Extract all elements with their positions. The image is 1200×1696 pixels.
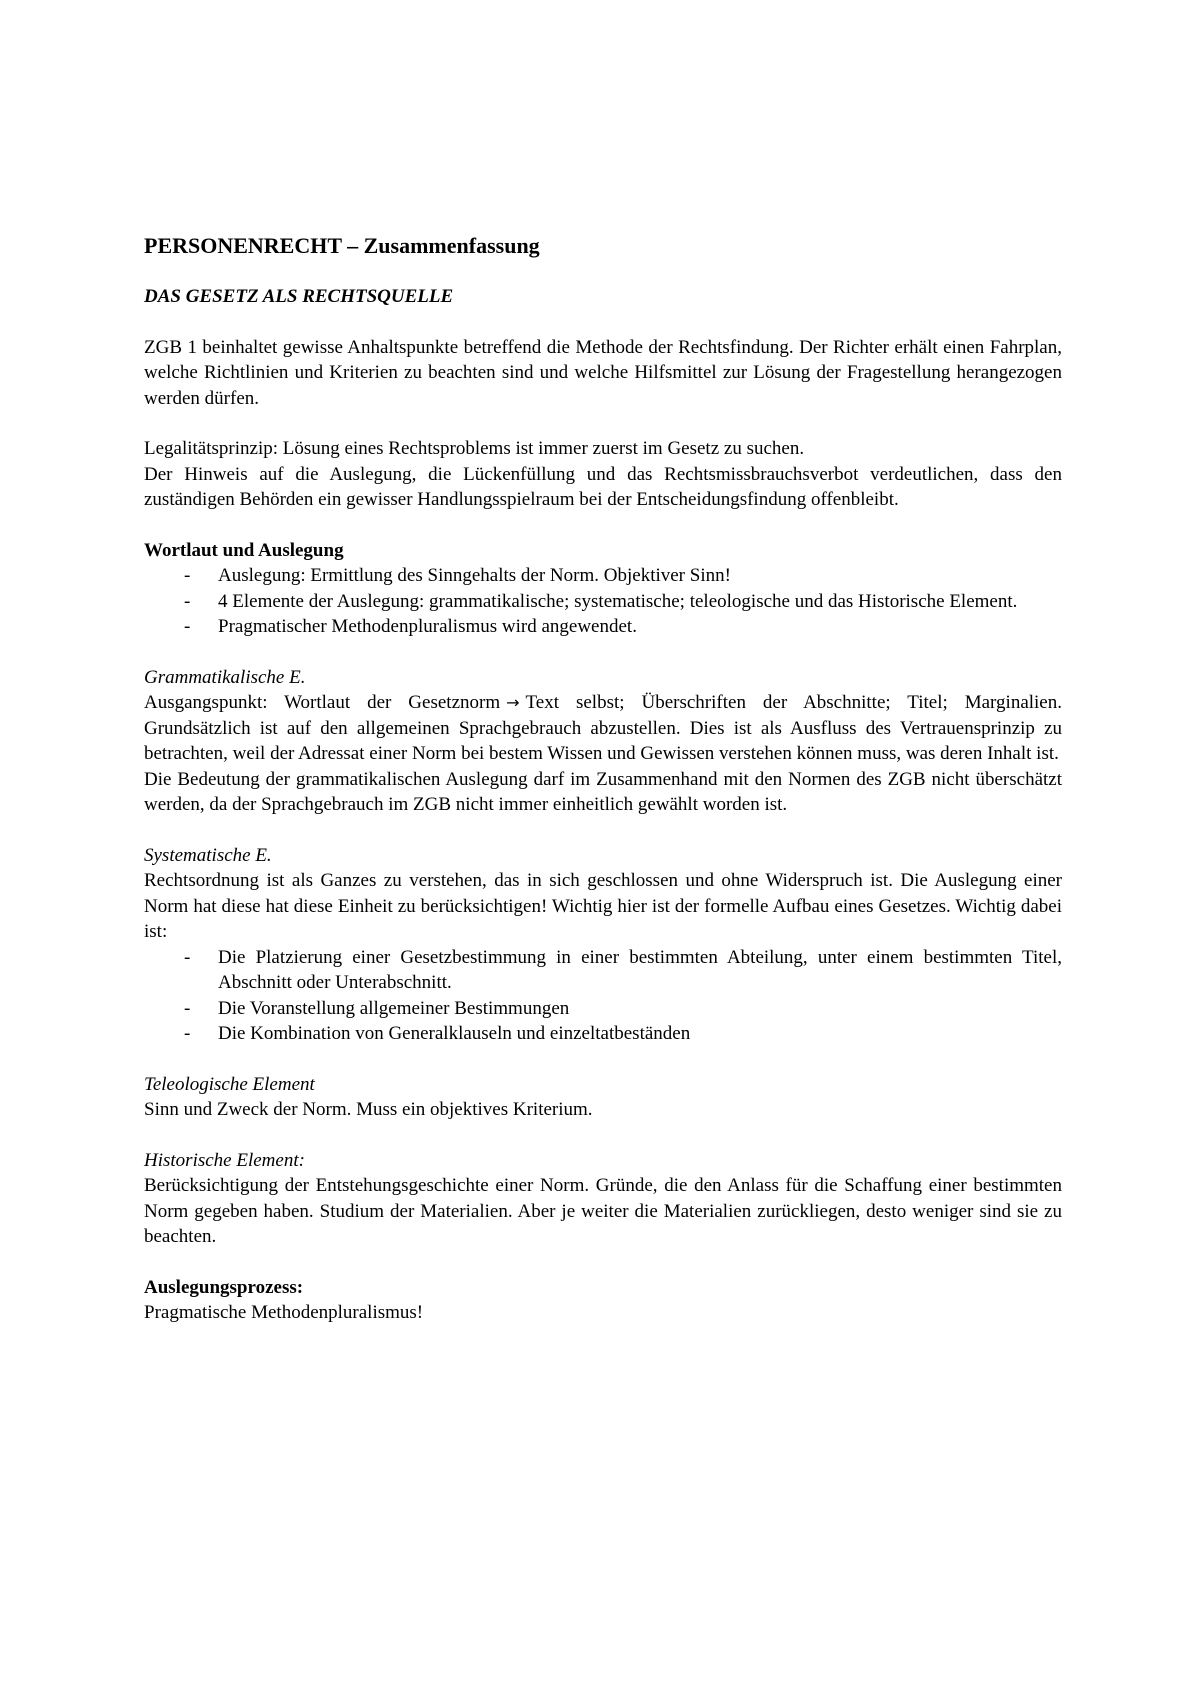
teleologisch-paragraph: Sinn und Zweck der Norm. Muss ein objektives Kriterium. [144, 1099, 593, 1120]
systematisch-list [144, 945, 1062, 1047]
intro-paragraph: ZGB 1 beinhaltet gewisse Anhaltspunkte betreffend die Methode der Rechtsfindung. Der Richter erhält einen Fahrplan, welche Richtlinien und Kriterien zu beachten sind und welche Hilfsmittel zur Lösung der Fragestellung herangezogen werden dürfen. [144, 336, 1062, 409]
document-title: PERSONENRECHT – Zusammenfassung [144, 233, 540, 258]
legalitaet-block [144, 436, 1062, 513]
historisch-section [144, 1148, 1062, 1250]
historisch-heading: Historische Element: [144, 1149, 305, 1171]
auslegungsprozess-heading: Auslegungsprozess: [144, 1276, 304, 1298]
list-item: - 4 Elemente der Auslegung: grammatikalische; systematische; teleologische und das Historische Element. [144, 589, 1062, 615]
wortlaut-heading: Wortlaut und Auslegung [144, 539, 344, 561]
auslegungsprozess-paragraph: Pragmatische Methodenpluralismus! [144, 1302, 424, 1323]
section-heading: DAS GESETZ ALS RECHTSQUELLE [144, 286, 454, 307]
systematisch-heading: Systematische E. [144, 844, 272, 866]
list-item: - Die Platzierung einer Gesetzbestimmung in einer bestimmten Abteilung, unter einem bestimmten Titel, Abschnitt oder Unterabschnitt. [144, 945, 1062, 996]
list-item: - Auslegung: Ermittlung des Sinngehalts der Norm. Objektiver Sinn! [144, 563, 1062, 589]
list-item: - Die Kombination von Generalklauseln und einzeltatbeständen [144, 1021, 1062, 1047]
systematisch-section [144, 843, 1062, 1047]
teleologisch-heading: Teleologische Element [144, 1073, 315, 1095]
auslegungsprozess-section [144, 1275, 1062, 1326]
document-page [144, 232, 1062, 1326]
grammatikalisch-section [144, 665, 1062, 818]
grammatikalisch-paragraph [144, 690, 1062, 767]
arrow-right-icon: → [506, 693, 520, 712]
grammatikalisch-text-start: Ausgangspunkt: Wortlaut der Gesetznorm [144, 692, 501, 713]
systematisch-paragraph: Rechtsordnung ist als Ganzes zu verstehen, das in sich geschlossen und ohne Widerspruch ist. Die Auslegung einer Norm hat diese hat diese Einheit zu berücksichtigen! Wichtig hier ist der formelle Aufbau eines Gesetzes. Wichtig dabei ist: [144, 870, 1062, 942]
historisch-paragraph: Berücksichtigung der Entstehungsgeschichte einer Norm. Gründe, die den Anlass für die Schaffung einer bestimmten Norm gegeben haben. Studium der Materialien. Aber je weiter die Materialien zurückliegen, desto weniger sind sie zu beachten. [144, 1175, 1062, 1247]
legalitaet-line: Legalitätsprinzip: Lösung eines Rechtsproblems ist immer zuerst im Gesetz zu suchen. [144, 438, 805, 459]
hinweis-paragraph: Der Hinweis auf die Auslegung, die Lückenfüllung und das Rechtsmissbrauchsverbot verdeutlichen, dass den zuständigen Behörden ein gewisser Handlungsspielraum bei der Entscheidungsfindung offenbleibt. [144, 463, 1062, 510]
teleologisch-section [144, 1072, 1062, 1123]
list-item: - Die Voranstellung allgemeiner Bestimmungen [144, 996, 1062, 1022]
wortlaut-section [144, 538, 1062, 640]
grammatikalisch-heading: Grammatikalische E. [144, 666, 306, 688]
wortlaut-list [144, 563, 1062, 640]
grammatikalisch-paragraph-2: Die Bedeutung der grammatikalischen Auslegung darf im Zusammenhand mit den Normen des ZGB nicht überschätzt werden, da der Sprachgebrauch im ZGB nicht immer einheitlich gewählt worden ist. [144, 768, 1062, 815]
list-item: - Pragmatischer Methodenpluralismus wird angewendet. [144, 614, 1062, 640]
grammatikalisch-text-end: Text selbst; Überschriften der Abschnitte; Titel; Marginalien. Grundsätzlich ist auf den allgemeinen Sprachgebrauch abzustellen. Dies ist als Ausfluss des Vertrauensprinzip zu betrachten, weil der Adressat einer Norm bei bestem Wissen und Gewissen verstehen können muss, was deren Inhalt ist. [144, 692, 1062, 764]
